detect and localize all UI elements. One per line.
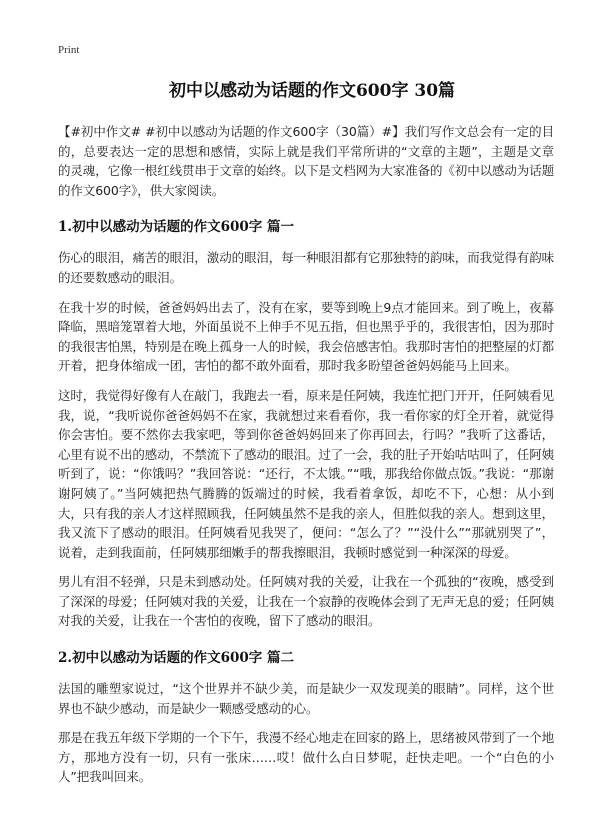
paragraph: 伤心的眼泪，痛苦的眼泪，激动的眼泪，每一种眼泪都有它那独特的韵味，而我觉得有韵味的还要数感动的眼泪。 (58, 250, 555, 285)
paragraph: 法国的雕塑家说过，“这个世界并不缺少美，而是缺少一双发现美的眼睛”。同样，这个世界也不缺少感动，而是缺少一颗感受感动的心。 (58, 681, 554, 716)
paragraph: 男儿有泪不轻弹，只是未到感动处。任阿姨对我的关爱，让我在一个孤独的“夜晚，感受到了深深的母爱；任阿姨对我的关爱，让我在一个寂静的夜晚体会到了无声无息的爱；任阿姨对我的关爱，让我在一个害怕的夜晚，留下了感动的眼泪。 (58, 574, 555, 629)
intro-paragraph: 【#初中作文# #初中以感动为话题的作文600字（30篇）#】我们写作文总会有一定的目的，总要表达一定的思想和感情，实际上就是我们平常所讲的“文章的主题”，主题是文章的灵魂，它像一根红线贯串于文章的始终。以下是文档网为大家准备的《初中以感动为话题的作文600字》，供大家阅读。 (58, 124, 555, 198)
section-2 (58, 647, 554, 787)
page-title: 初中以感动为话题的作文600字 30篇 (168, 81, 456, 101)
paragraph: 这时，我觉得好像有人在敲门，我跑去一看，原来是任阿姨，我连忙把门开开，任阿姨看见我，说，“我听说你爸爸妈妈不在家，我就想过来看看你，我一看你家的灯全开着，就觉得你会害怕。要不然你去我家吧，等到你爸爸妈妈回来了你再回去，行吗？”我听了这番话，心里有说不出的感动，不禁流下了感动的眼泪。过了一会，我的肚子开始咕咕叫了，任阿姨听到了，说：“你饿吗？”我回答说：“还行，不太饿。”“哦，那我给你做点饭。”我说：“那谢谢阿姨了。”当阿姨把热气腾腾的饭端过的时候，我看着拿饭，却吃不下，心想：从小到大，只有我的亲人才这样照顾我，任阿姨虽然不是我的亲人，但胜似我的亲人。想到这里，我又流下了感动的眼泪。任阿姨看见我哭了，便问：“怎么了？”“没什么”“那就别哭了”，说着，走到我面前，任阿姨那细嫩手的帮我擦眼泪，我顿时感觉到一种深深的母爱。 (58, 387, 555, 560)
section-1 (58, 216, 554, 631)
section-heading: 2.初中以感动为话题的作文600字 篇二 (58, 650, 294, 667)
paragraph: 在我十岁的时候，爸爸妈妈出去了，没有在家，要等到晚上9点才能回来。到了晚上，夜幕降临，黑暗笼罩着大地，外面虽说不上伸手不见五指，但也黑乎乎的，我很害怕，因为那时的我很害怕黑，特别是在晚上孤身一人的时候，我会倍感害怕。我那时害怕的把整屋的灯都开着，把身体缩成一团，害怕的都不敢外面看，那时我多盼望爸爸妈妈能马上回来。 (58, 299, 555, 374)
print-link[interactable]: Print (58, 44, 80, 56)
section-heading: 1.初中以感动为话题的作文600字 篇一 (58, 219, 294, 236)
paragraph: 那是在我五年级下学期的一个下午，我漫不经心地走在回家的路上，思绪被风带到了一个地方，那地方没有一切，只有一张床……哎！做什么白日梦呢，赶快走吧。一个“白色的小人”把我叫回来。 (58, 730, 555, 785)
